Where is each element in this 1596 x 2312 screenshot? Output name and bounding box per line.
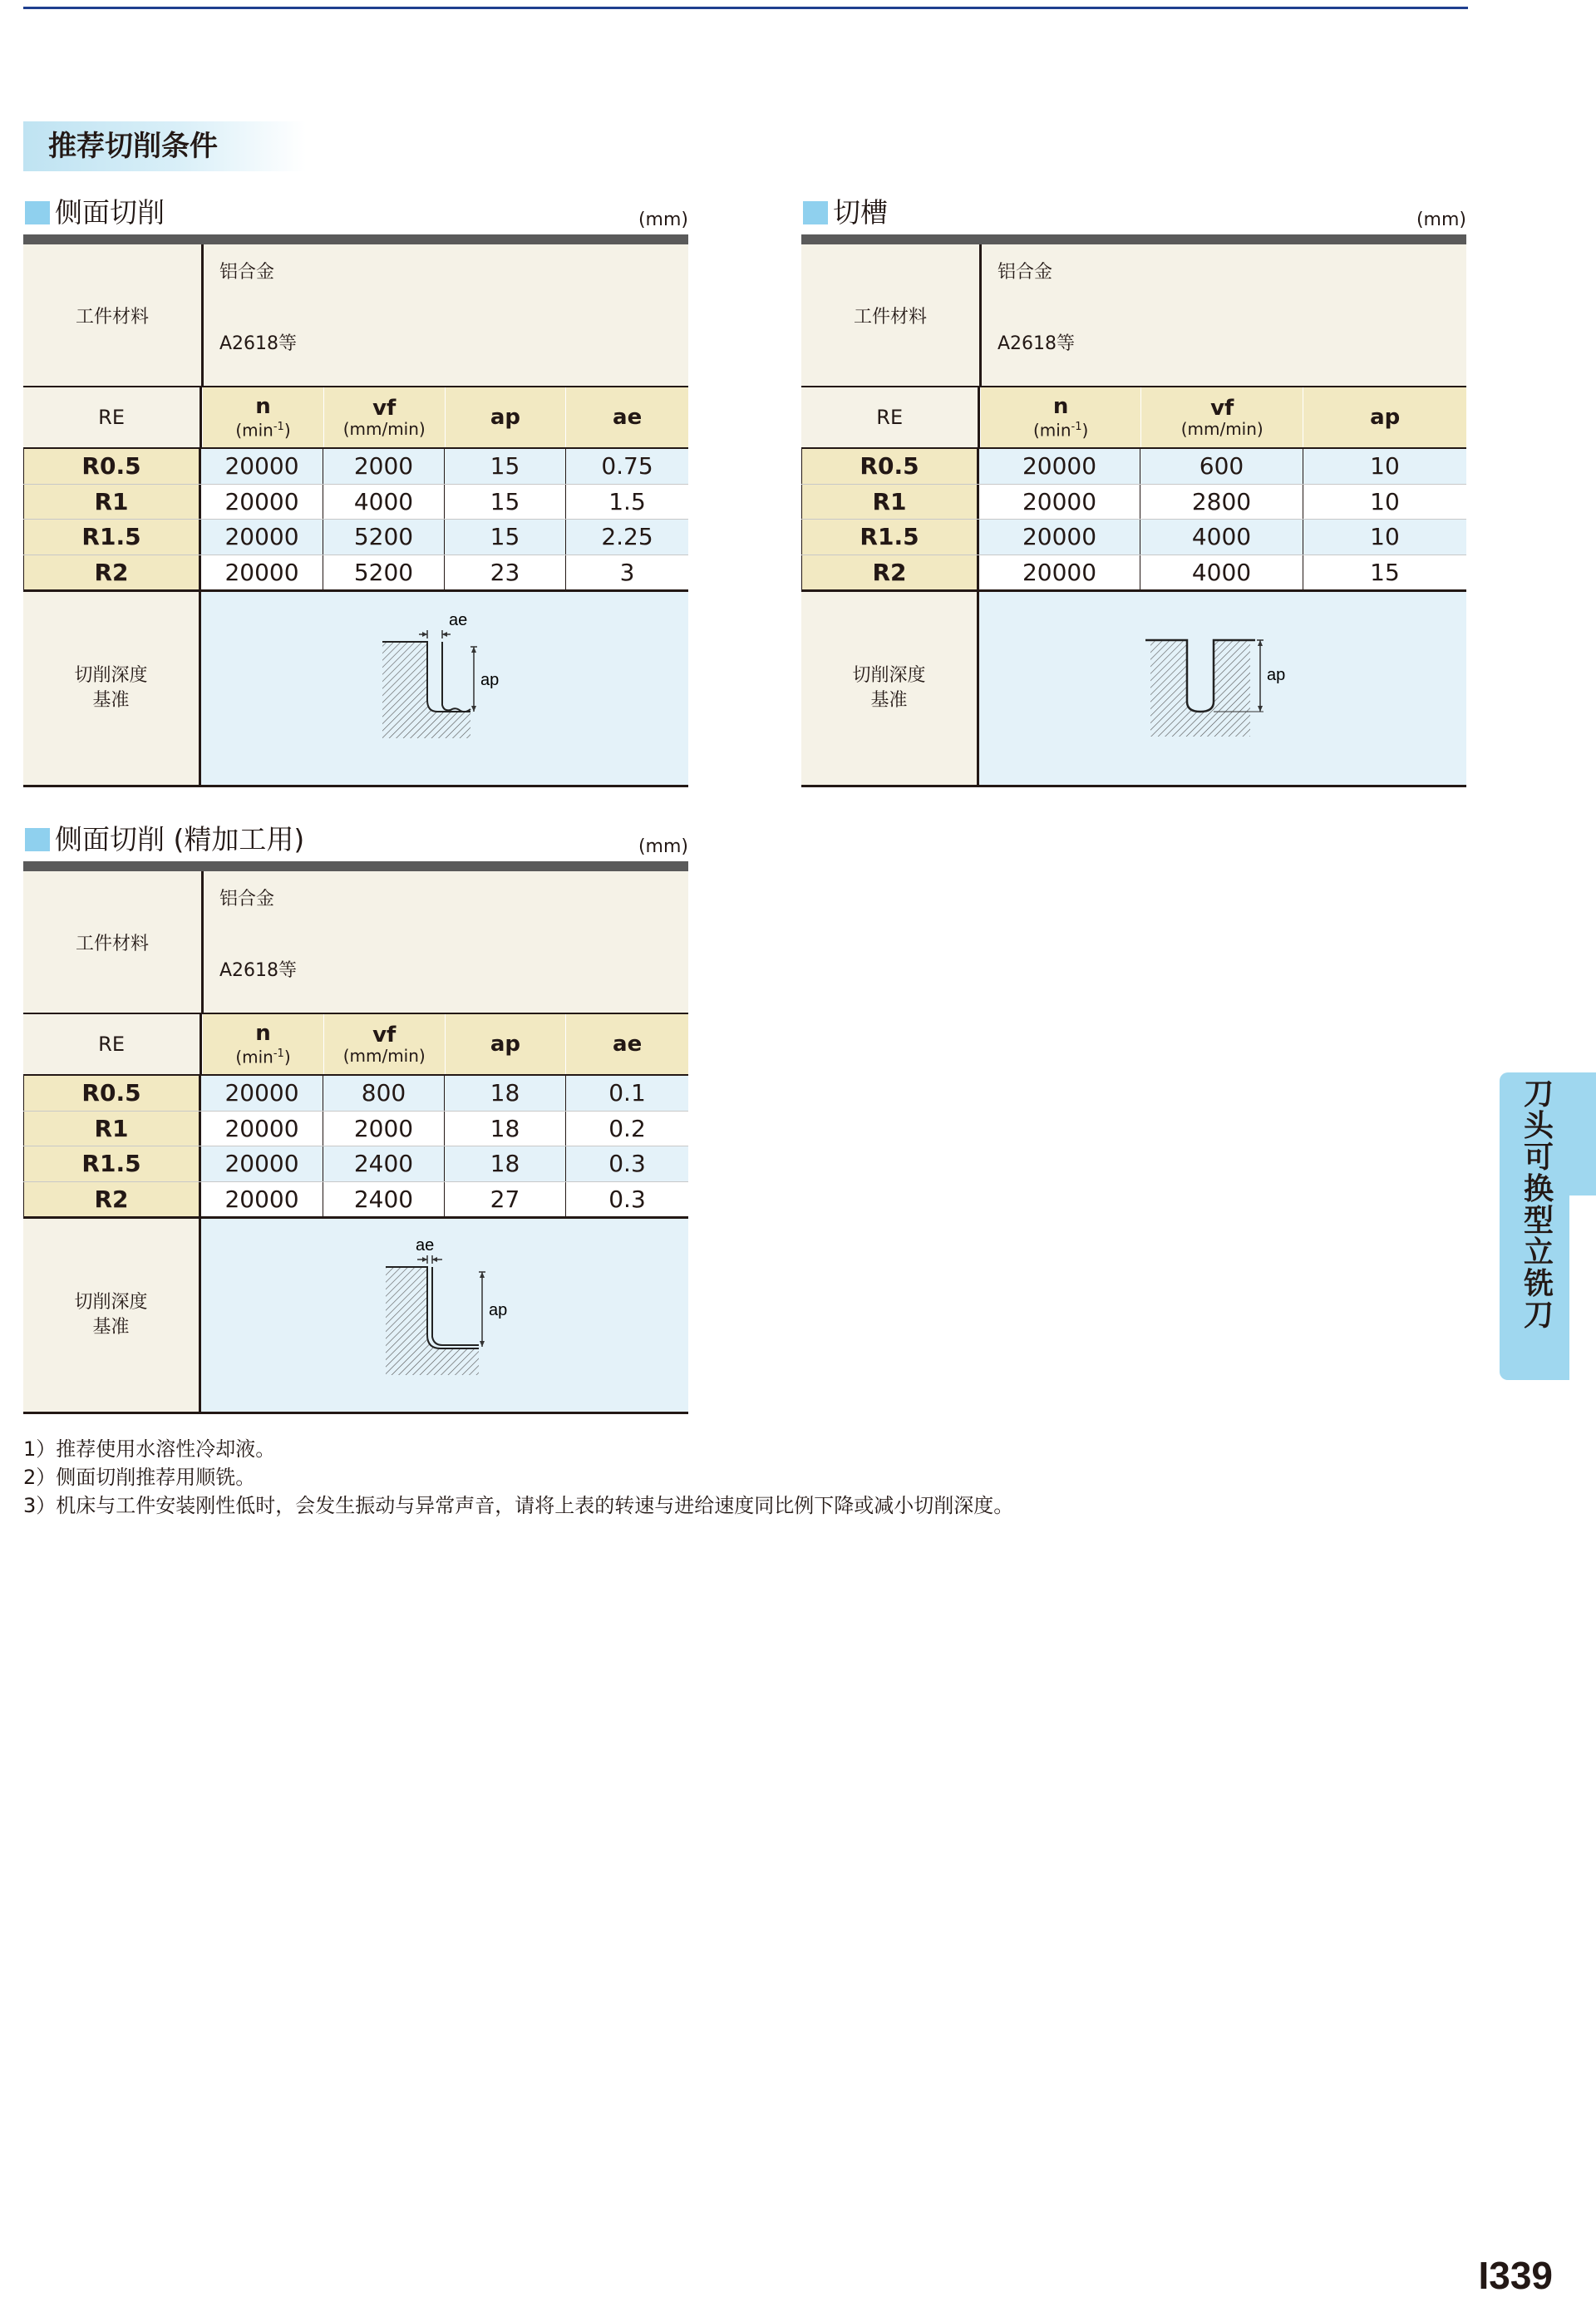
material-grade: A2618等 <box>219 960 298 981</box>
table-row: R1 20000 2800 10 <box>801 484 1466 520</box>
depth-reference-row <box>23 1219 688 1414</box>
col-n-unit: $(\min^{-1})$ <box>235 1047 291 1067</box>
finishing-diagram <box>372 1239 539 1388</box>
col-n-header: n $(\min^{-1})$ <box>202 387 323 447</box>
table-row: R2 20000 5200 23 3 <box>23 555 688 590</box>
col-ae-header: ae <box>565 387 688 447</box>
chapter-side-tab[interactable] <box>1500 1072 1596 1380</box>
finishing-panel <box>23 818 688 1414</box>
panel-title: 侧面切削 <box>55 196 165 229</box>
depth-label: 切削深度 <box>74 1292 148 1313</box>
table-row: R1.5 20000 5200 15 2.25 <box>23 519 688 555</box>
depth-label: 切削深度 <box>852 665 926 686</box>
re-header: RE <box>23 387 202 447</box>
chapter-tab-label: 刀头可换型立铣刀 <box>1523 1077 1554 1333</box>
table-row: R0.5 20000 800 18 0.1 <box>23 1076 688 1111</box>
col-n-unit: $(\min^{-1})$ <box>1033 420 1089 441</box>
column-header-row <box>23 1013 688 1076</box>
note-item: 2）侧面切削推荐用顺铣。 <box>23 1466 256 1489</box>
page-number: I339 <box>1478 2254 1553 2297</box>
material-row <box>23 871 688 1013</box>
re-header: RE <box>23 1014 202 1074</box>
material-name: 铝合金 <box>219 889 275 910</box>
col-ap-header: ap <box>445 387 566 447</box>
col-vf-header: vf (mm/min) <box>323 1014 445 1074</box>
material-label: 工件材料 <box>75 933 149 954</box>
depth-label-sub: 基准 <box>92 690 130 711</box>
ae-label: ae <box>449 614 468 629</box>
col-ap-header: ap <box>445 1014 566 1074</box>
material-name: 铝合金 <box>219 262 275 283</box>
header-bar <box>801 234 1466 244</box>
footnotes <box>23 1435 1013 1520</box>
material-grade: A2618等 <box>998 333 1076 354</box>
depth-label-sub: 基准 <box>92 1317 130 1338</box>
re-header: RE <box>801 387 980 447</box>
top-rule <box>23 7 1468 9</box>
unit-label: (mm) <box>1416 210 1466 230</box>
panel-title: 侧面切削 (精加工用) <box>55 823 305 855</box>
material-row <box>23 244 688 386</box>
column-header-row <box>801 386 1466 449</box>
material-label: 工件材料 <box>853 306 927 328</box>
section-square-icon <box>25 201 50 224</box>
section-square-icon <box>803 201 828 224</box>
panel-title: 切槽 <box>833 196 888 229</box>
ap-label: ap <box>1267 666 1286 684</box>
col-vf-header: vf (mm/min) <box>323 387 445 447</box>
material-label: 工件材料 <box>75 306 149 328</box>
depth-label: 切削深度 <box>74 665 148 686</box>
depth-label-sub: 基准 <box>870 690 908 711</box>
depth-reference-row <box>801 592 1466 787</box>
header-bar <box>23 234 688 244</box>
section-square-icon <box>25 828 50 851</box>
table-row: R2 20000 4000 15 <box>801 555 1466 590</box>
col-ap-header: ap <box>1303 387 1466 447</box>
note-item: 1）推荐使用水溶性冷却液。 <box>23 1437 276 1461</box>
col-n-header: n $(\min^{-1})$ <box>202 1014 323 1074</box>
ap-label: ap <box>480 671 500 689</box>
table-body <box>23 1076 688 1219</box>
slotting-diagram <box>1142 625 1308 750</box>
table-row: R2 20000 2400 27 0.3 <box>23 1181 688 1217</box>
ap-label: ap <box>489 1301 508 1319</box>
side-cutting-panel <box>23 191 688 787</box>
table-row: R1.5 20000 4000 10 <box>801 519 1466 555</box>
col-ae-header: ae <box>565 1014 688 1074</box>
side-cutting-diagram <box>372 614 539 755</box>
section-title: 推荐切削条件 <box>23 121 306 171</box>
material-row <box>801 244 1466 386</box>
material-name: 铝合金 <box>998 262 1053 283</box>
table-row: R1 20000 4000 15 1.5 <box>23 484 688 520</box>
table-row: R1 20000 2000 18 0.2 <box>23 1111 688 1146</box>
depth-reference-row <box>23 592 688 787</box>
header-bar <box>23 861 688 871</box>
column-header-row <box>23 386 688 449</box>
slotting-panel <box>801 191 1466 787</box>
table-body <box>801 449 1466 592</box>
ae-label: ae <box>416 1239 435 1255</box>
col-n-unit: $(\min^{-1})$ <box>235 420 291 441</box>
table-body <box>23 449 688 592</box>
material-grade: A2618等 <box>219 333 298 354</box>
col-vf-header: vf (mm/min) <box>1140 387 1303 447</box>
unit-label: (mm) <box>638 836 688 857</box>
unit-label: (mm) <box>638 210 688 230</box>
table-row: R0.5 20000 2000 15 0.75 <box>23 449 688 484</box>
table-row: R0.5 20000 600 10 <box>801 449 1466 484</box>
table-row: R1.5 20000 2400 18 0.3 <box>23 1146 688 1181</box>
col-n-header: n $(\min^{-1})$ <box>980 387 1140 447</box>
note-item: 3）机床与工件安装刚性低时，会发生振动与异常声音，请将上表的转速与进给速度同比例下降或减小切削深度。 <box>23 1494 1014 1517</box>
